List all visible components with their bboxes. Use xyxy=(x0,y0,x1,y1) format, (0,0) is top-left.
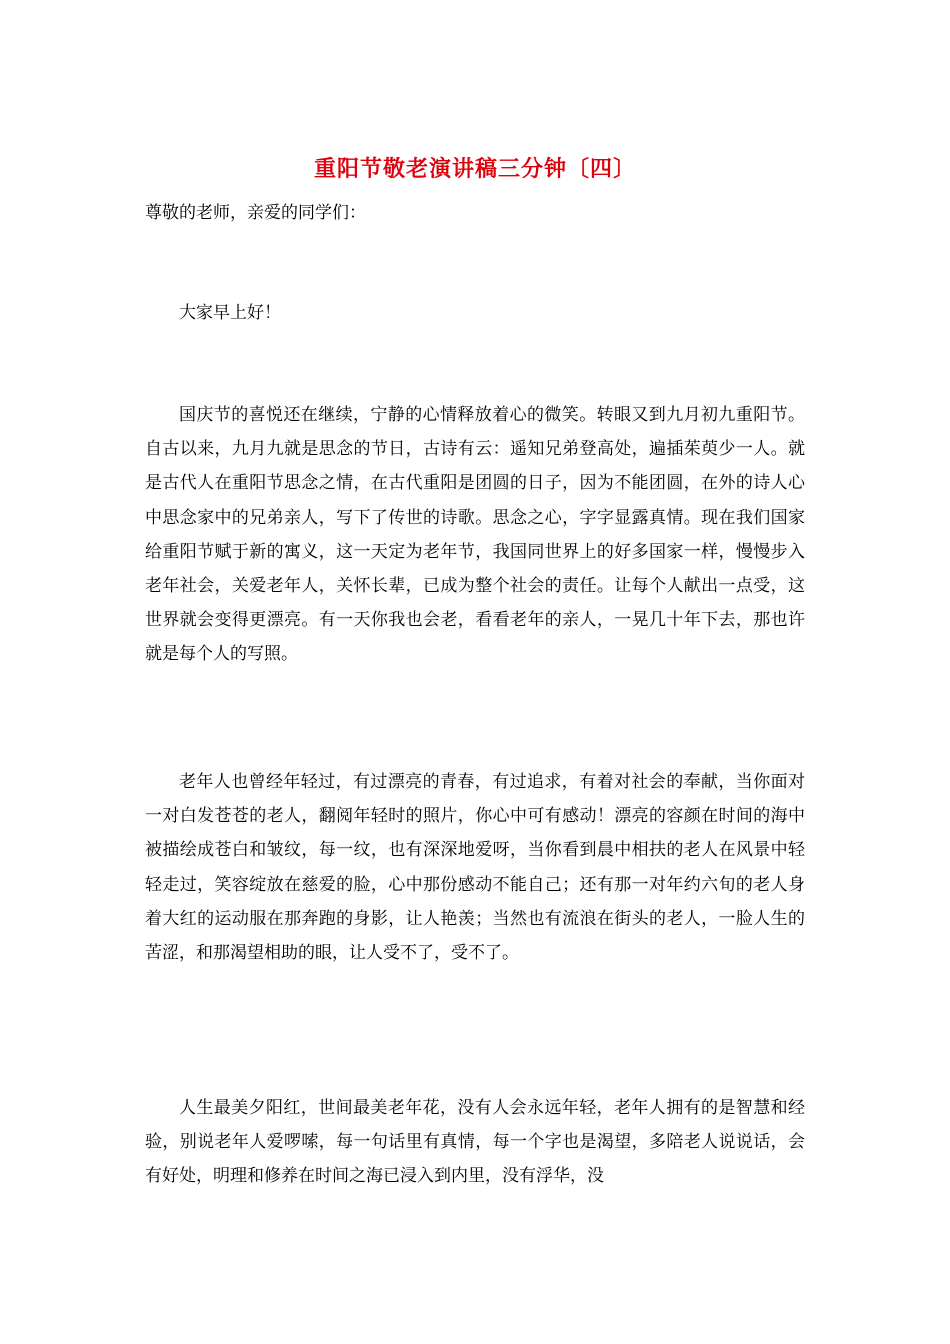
paragraph-2: 老年人也曾经年轻过，有过漂亮的青春，有过追求，有着对社会的奉献，当你面对一对白发苍苍的老人，翻阅年轻时的照片，你心中可有感动！漂亮的容颜在时间的海中被描绘成苍白和皱纹，每一纹，也有深深地爱呀，当你看到晨中相扶的老人在风景中轻轻走过，笑容绽放在慈爱的脸，心中那份感动不能自己；还有那一对年约六旬的老人身着大红的运动服在那奔跑的身影，让人艳羡；当然也有流浪在街头的老人，一脸人生的苦涩，和那渴望相助的眼，让人受不了，受不了。 xyxy=(145,772,805,964)
salutation: 尊敬的老师，亲爱的同学们： xyxy=(145,203,366,223)
paragraph-3: 人生最美夕阳红，世间最美老年花，没有人会永远年轻，老年人拥有的是智慧和经验，别说老年人爱啰嗦，每一句话里有真情，每一个字也是渴望，多陪老人说说话，会有好处，明理和修养在时间之海已浸入到内里，没有浮华，没 xyxy=(145,1098,805,1187)
document-title: 重阳节敬老演讲稿三分钟〔四〕 xyxy=(313,156,636,182)
paragraph-1: 国庆节的喜悦还在继续，宁静的心情释放着心的微笑。转眼又到九月初九重阳节。自古以来，九月九就是思念的节日，古诗有云：遥知兄弟登高处，遍插茱萸少一人。就是古代人在重阳节思念之情，在古代重阳是团圆的日子，因为不能团圆，在外的诗人心中思念家中的兄弟亲人，写下了传世的诗歌。思念之心，字字显露真情。现在我们国家给重阳节赋于新的寓义，这一天定为老年节，我国同世界上的好多国家一样，慢慢步入老年社会，关爱老年人，关怀长辈，已成为整个社会的责任。让每个人献出一点受，这世界就会变得更漂亮。有一天你我也会老，看看老年的亲人，一晃几十年下去，那也许就是每个人的写照。 xyxy=(145,405,805,665)
paragraph-opening: 大家早上好！ xyxy=(179,303,281,323)
